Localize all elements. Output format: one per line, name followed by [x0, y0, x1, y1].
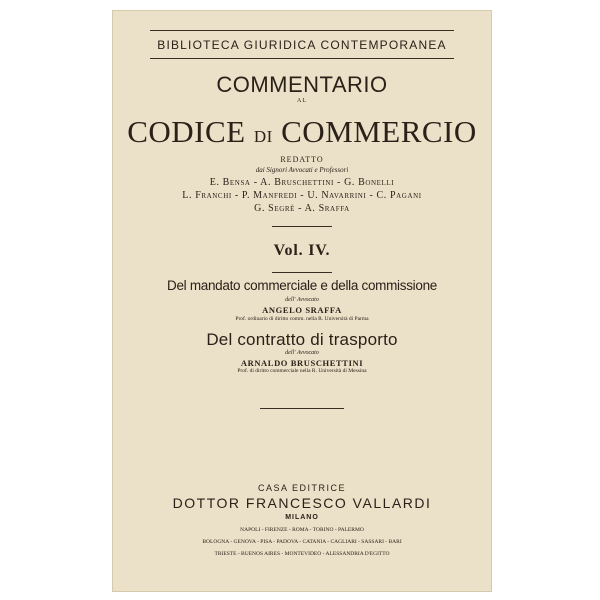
signori-line: dai Signori Avvocati e Professori: [255, 166, 349, 174]
section2-title: Del contratto di trasporto: [206, 330, 398, 349]
top-rule: [150, 30, 454, 31]
title-al: AL: [297, 98, 307, 104]
publisher-name: DOTTOR FRANCESCO VALLARDI: [172, 495, 432, 511]
main-title: [112, 114, 492, 150]
volume-rule-top: [272, 226, 332, 227]
main-title-di: DI: [253, 127, 273, 146]
section2-by: dell' Avvocato: [285, 350, 319, 356]
authors-line-3: G. Segrè - A. Sraffa: [254, 203, 350, 214]
authors-line-1: E. Bensa - A. Bruschettini - G. Bonelli: [209, 177, 395, 188]
main-title-commercio: COMMERCIO: [281, 114, 477, 149]
series-title: BIBLIOTECA GIURIDICA CONTEMPORANEA: [157, 38, 447, 52]
section1-affiliation: Prof. ordinario di diritto comm. nella R. Università di Parma: [235, 316, 369, 322]
section2-affiliation: Prof. di diritto commerciale nella R. Università di Messina: [237, 368, 367, 374]
publisher-city: MILANO: [285, 514, 319, 521]
authors-line-2: L. Franchi - P. Manfredi - U. Navarrini - C. Pagani: [182, 190, 422, 201]
section1-by: dell' Avvocato: [285, 297, 319, 303]
main-title-codice: CODICE: [127, 114, 246, 149]
title-top: COMMENTARIO: [216, 72, 388, 97]
publisher-label: CASA EDITRICE: [257, 483, 346, 493]
cities-line-3: TRIESTE - BUENOS AIRES - MONTEVIDEO - ALESSANDRIA D'EGITTO: [214, 551, 390, 557]
volume-rule-bottom: [272, 272, 332, 273]
cities-line-1: NAPOLI - FIRENZE - ROMA - TORINO - PALERMO: [240, 527, 364, 533]
series-rule: [150, 58, 454, 59]
title-page: [112, 10, 492, 592]
volume-label: Vol. IV.: [273, 242, 331, 259]
redatto: REDATTO: [280, 155, 324, 164]
section1-author: ANGELO SRAFFA: [262, 305, 342, 315]
section1-title: Del mandato commerciale e della commissione: [167, 278, 437, 293]
middle-rule: [260, 408, 344, 409]
section2-author: ARNALDO BRUSCHETTINI: [240, 358, 364, 368]
cities-line-2: BOLOGNA - GENOVA - PISA - PADOVA - CATANIA - CAGLIARI - SASSARI - BARI: [202, 539, 402, 545]
